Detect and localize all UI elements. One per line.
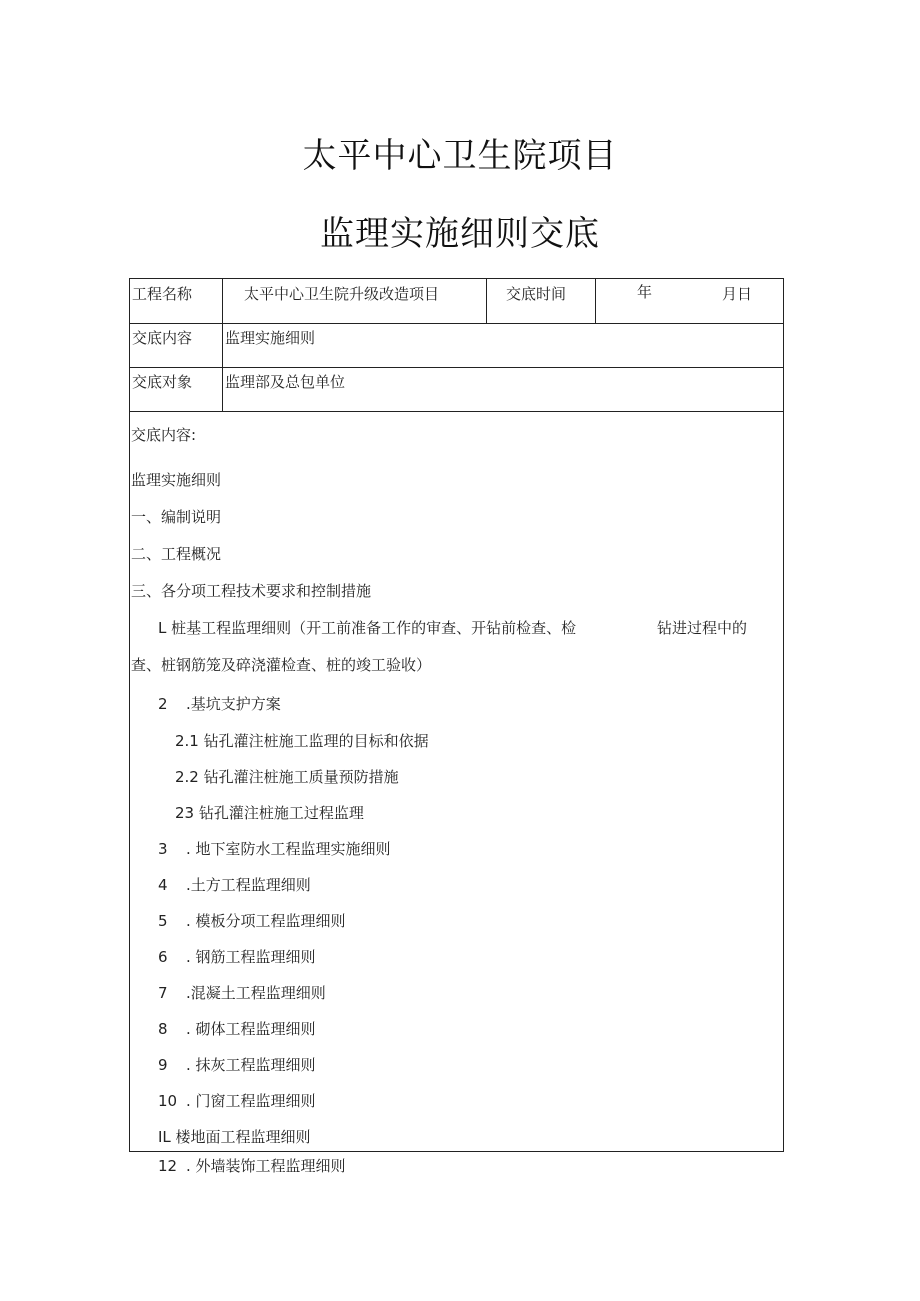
- list-item: [158, 1090, 316, 1111]
- item-text: . 钢筋工程监理细则: [186, 948, 316, 966]
- item-number: 6: [158, 948, 168, 966]
- item-number: 5: [158, 912, 168, 930]
- item-text: . 砌体工程监理细则: [186, 1020, 316, 1038]
- row-divider: [130, 411, 783, 412]
- list-item: [158, 1054, 316, 1075]
- section-2: 二、工程概况: [131, 545, 222, 563]
- item-number: 2: [158, 695, 168, 713]
- list-item: [158, 838, 391, 859]
- handover-content-value: 监理实施细则: [225, 329, 316, 347]
- content-heading: 交底内容:: [131, 426, 197, 444]
- project-name-label: 工程名称: [132, 285, 193, 303]
- sub-item-2-2: 2.2 钻孔灌注桩施工质量预防措施: [175, 768, 399, 786]
- list-item: [158, 946, 316, 967]
- item-number: 7: [158, 984, 168, 1002]
- section-3: 三、各分项工程技术要求和控制措施: [131, 582, 372, 600]
- item-text: .混凝土工程监理细则: [186, 984, 326, 1002]
- item-number: 10: [158, 1092, 178, 1110]
- section-1: 一、编制说明: [131, 508, 222, 526]
- item-1-line-2: 查、桩钢筋笼及碎浇灌检查、桩的竣工验收）: [131, 656, 432, 674]
- item-text: . 模板分项工程监理细则: [186, 912, 346, 930]
- column-divider: [486, 279, 487, 323]
- list-item: IL 楼地面工程监理细则: [158, 1128, 311, 1146]
- doc-title-line: 监理实施细则: [131, 471, 222, 489]
- item-number: 12: [158, 1157, 178, 1175]
- item-text: . 地下室防水工程监理实施细则: [186, 840, 391, 858]
- row-divider: [130, 367, 783, 368]
- list-item: [158, 910, 346, 931]
- project-name-value: 太平中心卫生院升级改造项目: [244, 285, 440, 303]
- item-text: . 门窗工程监理细则: [186, 1092, 316, 1110]
- list-item: [158, 982, 326, 1003]
- item-text: .基坑支护方案: [186, 695, 281, 713]
- item-text: . 外墙装饰工程监理细则: [186, 1157, 346, 1175]
- list-item: [158, 693, 281, 714]
- list-item: [158, 874, 311, 895]
- year-label: 年: [637, 283, 653, 301]
- handover-target-label: 交底对象: [132, 373, 193, 391]
- handover-time-label: 交底时间: [506, 285, 567, 303]
- item-1-line-1-end: 钻进过程中的: [657, 619, 748, 637]
- handover-target-value: 监理部及总包单位: [225, 373, 346, 391]
- item-number: 4: [158, 876, 168, 894]
- item-number: 8: [158, 1020, 168, 1038]
- document-subtitle: 监理实施细则交底: [320, 214, 600, 254]
- handover-content-label: 交底内容: [132, 329, 193, 347]
- sub-item-2-3: 23 钻孔灌注桩施工过程监理: [175, 804, 364, 822]
- item-number: 9: [158, 1056, 168, 1074]
- item-text: . 抹灰工程监理细则: [186, 1056, 316, 1074]
- document-title: 太平中心卫生院项目: [302, 136, 618, 176]
- column-divider: [222, 279, 223, 411]
- row-divider: [130, 323, 783, 324]
- month-day-label: 月日: [722, 285, 753, 303]
- item-text: .土方工程监理细则: [186, 876, 311, 894]
- item-number: 3: [158, 840, 168, 858]
- sub-item-2-1: 2.1 钻孔灌注桩施工监理的目标和依据: [175, 732, 429, 750]
- column-divider: [595, 279, 596, 323]
- list-item: [158, 1018, 316, 1039]
- list-item: [158, 1155, 346, 1176]
- item-1-line-1: L 桩基工程监理细则（开工前准备工作的审查、开钻前检查、检: [158, 619, 577, 637]
